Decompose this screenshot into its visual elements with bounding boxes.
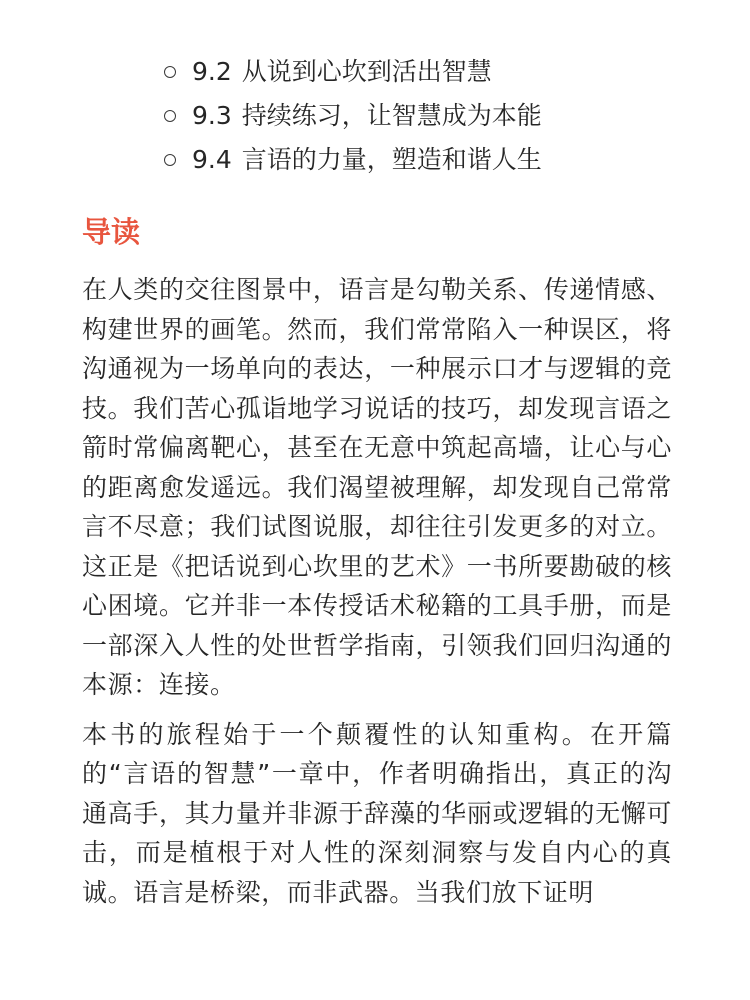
toc-item-title: 言语的力量，塑造和谐人生 [241, 145, 542, 174]
toc-item-number: 9.3 [192, 101, 232, 130]
toc-item-title: 持续练习，让智慧成为本能 [241, 101, 542, 130]
toc-item-number: 9.2 [192, 57, 232, 86]
toc-item-title: 从说到心坎到活出智慧 [241, 57, 492, 86]
section-heading: 导读 [82, 215, 141, 249]
article-body [82, 270, 672, 922]
table-of-contents [160, 50, 720, 182]
toc-item-9-2[interactable] [160, 50, 720, 94]
body-paragraph-2: 本书的旅程始于一个颠覆性的认知重构。在开篇的“言语的智慧”一章中，作者明确指出，真正的沟通高手，其力量并非源于辞藻的华丽或逻辑的无懈可击，而是植根于对人性的深刻洞察与发自内心的真诚。语言是桥梁，而非武器。当我们放下证明 [82, 719, 672, 907]
toc-item-number: 9.4 [192, 145, 232, 174]
body-paragraph-1: 在人类的交往图景中，语言是勾勒关系、传递情感、构建世界的画笔。然而，我们常常陷入一种误区，将沟通视为一场单向的表达，一种展示口才与逻辑的竞技。我们苦心孤诣地学习说话的技巧，却发现言语之箭时常偏离靶心，甚至在无意中筑起高墙，让心与心的距离愈发遥远。我们渴望被理解，却发现自己常常言不尽意；我们试图说服，却往往引发更多的对立。这正是《把话说到心坎里的艺术》一书所要勘破的核心困境。它并非一本传授话术秘籍的工具手册，而是一部深入人性的处世哲学指南，引领我们回归沟通的本源：连接。 [82, 275, 672, 699]
toc-item-9-4[interactable] [160, 138, 720, 182]
hollow-circle-bullet-icon [164, 154, 176, 166]
hollow-circle-bullet-icon [164, 110, 176, 122]
hollow-circle-bullet-icon [164, 66, 176, 78]
toc-item-9-3[interactable] [160, 94, 720, 138]
